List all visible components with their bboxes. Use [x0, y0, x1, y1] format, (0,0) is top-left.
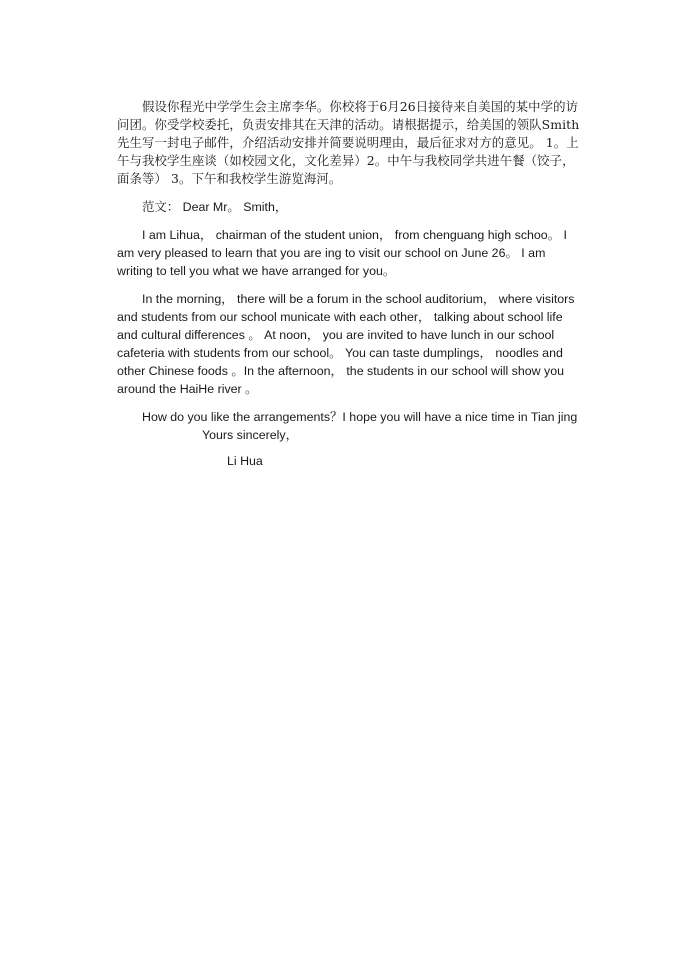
signature: Li Hua — [227, 454, 263, 468]
greeting: Dear Mr。 Smith， — [182, 200, 288, 214]
sample-essay-label: 范文： — [142, 199, 180, 214]
essay-paragraph-arrangements: In the morning， there will be a forum in the school auditorium， where visitors and students from our school municate with each other， talking about school life and cultural differences 。 At noon， you are invited to have lunch in our school cafeteria with students from our school。 You can taste dumplings， noodles and other Chinese foods 。In the afternoon， the students in our school will show you around the HaiHe river 。 — [117, 292, 575, 396]
essay-paragraph-intro: I am Lihua， chairman of the student union， from chenguang high schoo。 I am very pleased to learn that you are ing to visit our school on June 26。 I am writing to tell you what we have arranged for you。 — [117, 228, 567, 278]
prompt-paragraph: 假设你程光中学学生会主席李华。你校将于6月26日接待来自美国的某中学的访问团。你受学校委托，负责安排其在天津的活动。请根据提示，给美国的领队Smith先生写一封电子邮件，介绍活动安排并简要说明理由，最后征求对方的意见。 1。上午与我校学生座谈（如校园文化，文化差异）2。中午与我校同学共进午餐（饺子，面条等） 3。下午和我校学生游览海河。 — [117, 99, 580, 186]
closing-phrase: Yours sincerely， — [202, 428, 298, 442]
greeting-line — [117, 198, 583, 216]
document-body — [117, 98, 583, 470]
essay-paragraph-closing-question: How do you like the arrangements？I hope you will have a nice time in Tian jing — [142, 410, 578, 424]
